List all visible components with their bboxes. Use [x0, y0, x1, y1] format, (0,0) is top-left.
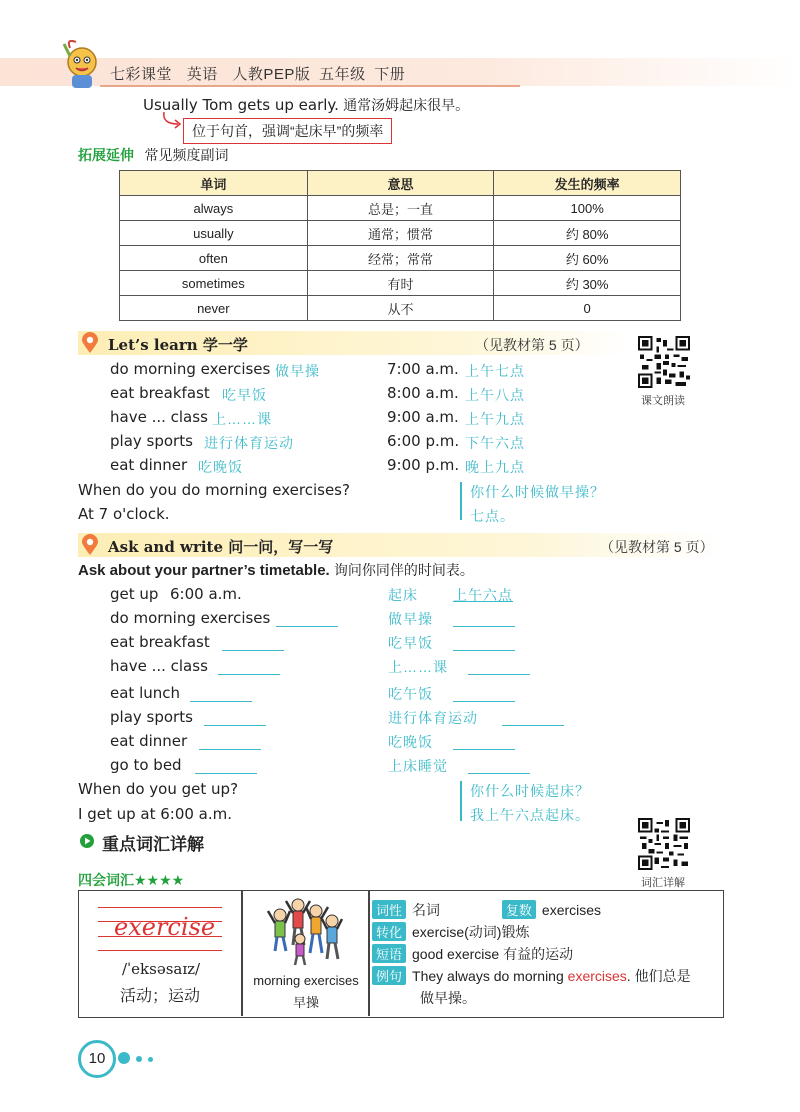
tag-plural: 复数: [502, 900, 536, 919]
table-row: [120, 196, 681, 221]
header-grade: 五年级: [319, 66, 366, 83]
learn-time-cn: 上午七点: [465, 363, 525, 379]
intro-sentence-cn: 通常汤姆起床很早。: [343, 97, 470, 113]
intro-sentence: [143, 95, 469, 115]
table-cell-meaning: 有时: [307, 271, 494, 296]
example-text: . 他们总是: [626, 968, 691, 984]
learn-phrase: have ... class: [110, 408, 208, 426]
learn-phrase-cn: 上……课: [212, 411, 272, 427]
learn-time: 8:00 a.m.: [387, 384, 459, 402]
answer-blank[interactable]: [502, 724, 564, 726]
ask-question-en: When do you get up?: [78, 780, 239, 798]
table-header-row: [120, 171, 681, 196]
pointer-arrow-icon: [158, 110, 186, 134]
vocab-meaning: 活动；运动: [120, 988, 201, 1005]
table-cell-frequency: 0: [494, 296, 681, 321]
learn-phrase: play sports: [110, 432, 193, 450]
learn-time-cn: 上午九点: [465, 411, 525, 427]
table-cell-frequency: 约 30%: [494, 271, 681, 296]
learn-time: 7:00 a.m.: [387, 360, 459, 378]
vocab-phonetic: /ˈeksəsaɪz/: [122, 960, 201, 978]
answer-blank[interactable]: [453, 700, 515, 702]
ask-phrase-cn: 吃晚饭: [388, 734, 433, 750]
example-highlight: exercises: [567, 968, 627, 984]
ask-answer-en: I get up at 6:00 a.m.: [78, 805, 233, 823]
table-cell-meaning: 从不: [307, 296, 494, 321]
illustration-caption-en: morning exercises: [253, 973, 359, 988]
vocab-divider: [241, 891, 243, 1016]
vocab-detail-phrase: [372, 944, 573, 964]
lets-learn-title-en: Let’s learn: [108, 336, 198, 354]
extension-label: 拓展延伸: [78, 147, 134, 163]
answer-blank[interactable]: [453, 748, 515, 750]
ask-phrase-cn: 吃早饭: [388, 635, 433, 651]
tag-conversion: 转化: [372, 922, 406, 941]
extension-heading: [78, 145, 228, 165]
table-header-word: 单词: [120, 171, 308, 196]
answer-blank[interactable]: [468, 772, 530, 774]
learn-time-cn: 晚上九点: [465, 459, 525, 475]
lets-learn-ref: （见教材第 5 页）: [475, 337, 589, 353]
table-cell-word: usually: [120, 221, 308, 246]
answer-blank[interactable]: [204, 724, 266, 726]
example-text: They always do morning: [412, 968, 568, 984]
decor-dot: [148, 1057, 153, 1062]
ask-write-ref: （见教材第 5 页）: [600, 539, 714, 555]
vocab-detail-pos: [372, 900, 601, 920]
learn-time-cn: 下午六点: [465, 435, 525, 451]
example-line2: 做早操。: [420, 990, 476, 1006]
ask-phrase: get up: [110, 585, 159, 603]
detail-text: 名词: [412, 902, 441, 918]
answer-blank[interactable]: [276, 625, 338, 627]
intro-sentence-en: Usually Tom gets up early.: [143, 96, 339, 114]
ask-phrase: eat lunch: [110, 684, 181, 702]
table-cell-word: always: [120, 196, 308, 221]
answer-blank[interactable]: [222, 649, 284, 651]
vocab-divider: [368, 891, 370, 1016]
table-row: [120, 296, 681, 321]
header-edition: 人教PEP版: [232, 66, 311, 83]
instruction-en: Ask about your partner’s timetable.: [78, 562, 330, 579]
writing-line: [98, 950, 222, 951]
ask-write-title-cn: 问一问，写一写: [228, 538, 334, 556]
vocab-detail-conversion: [372, 922, 529, 942]
writing-line: [98, 907, 222, 908]
lets-learn-title: [108, 334, 248, 355]
ask-phrase: do morning exercises: [110, 609, 271, 627]
ask-phrase: play sports: [110, 708, 193, 726]
learn-phrase-cn: 做早操: [275, 363, 320, 379]
header-volume: 下册: [374, 66, 406, 83]
table-cell-word: sometimes: [120, 271, 308, 296]
ask-phrase: have ... class: [110, 657, 208, 675]
location-pin-icon: [81, 534, 99, 556]
learn-phrase-cn: 吃晚饭: [198, 459, 243, 475]
ask-write-title-en: Ask and write: [108, 538, 224, 556]
learn-question-en: When do you do morning exercises?: [78, 481, 350, 499]
morning-exercises-illustration: [266, 893, 344, 967]
qr-code-icon[interactable]: [638, 818, 690, 870]
header-subject: 英语: [186, 66, 218, 83]
tag-part-of-speech: 词性: [372, 900, 406, 919]
table-cell-frequency: 约 60%: [494, 246, 681, 271]
ask-phrase: eat breakfast: [110, 633, 210, 651]
ask-time-cn: 上午六点: [453, 587, 513, 603]
learn-time: 9:00 p.m.: [387, 456, 460, 474]
learn-answer-cn: 七点。: [470, 508, 515, 524]
learn-question-cn: 你什么时候做早操？: [470, 484, 605, 500]
learn-phrase: eat breakfast: [110, 384, 210, 402]
decor-dot: [118, 1052, 130, 1064]
ask-phrase-cn: 做早操: [388, 611, 433, 627]
qr-caption-vocab: 词汇详解: [641, 877, 685, 889]
instruction-cn: 询问你同伴的时间表。: [333, 562, 474, 578]
ask-phrase: go to bed: [110, 756, 182, 774]
page-number: 10: [78, 1040, 116, 1078]
location-pin-icon: [81, 332, 99, 354]
intro-note: 位于句首，强调“起床早”的频率: [183, 118, 392, 144]
illustration-caption-cn: 早操: [292, 995, 319, 1010]
learn-phrase: eat dinner: [110, 456, 188, 474]
ask-phrase-cn: 吃午饭: [388, 686, 433, 702]
table-header-meaning: 意思: [307, 171, 494, 196]
ask-question-cn: 你什么时候起床？: [470, 783, 590, 799]
detail-text: good exercise 有益的运动: [412, 946, 574, 962]
answer-blank[interactable]: [453, 649, 515, 651]
qr-caption-reading: 课文朗读: [641, 395, 685, 407]
table-row: [120, 271, 681, 296]
divider-bar: [460, 482, 462, 520]
mascot-icon: [56, 38, 102, 90]
table-cell-frequency: 约 80%: [494, 221, 681, 246]
answer-blank[interactable]: [468, 673, 530, 675]
ask-write-title: [108, 536, 333, 557]
table-cell-word: never: [120, 296, 308, 321]
answer-blank[interactable]: [218, 673, 280, 675]
ask-phrase-cn: 上床睡觉: [388, 758, 448, 774]
table-cell-frequency: 100%: [494, 196, 681, 221]
learn-time: 6:00 p.m.: [387, 432, 460, 450]
learn-phrase: do morning exercises: [110, 360, 271, 378]
ask-time: 6:00 a.m.: [170, 585, 242, 603]
tag-phrase: 短语: [372, 944, 406, 963]
header-underline: [100, 85, 520, 87]
play-circle-icon: [80, 834, 94, 848]
vocab-level: 四会词汇★★★★: [78, 872, 185, 888]
table-cell-meaning: 总是；一直: [307, 196, 494, 221]
table-header-frequency: 发生的频率: [494, 171, 681, 196]
learn-time-cn: 上午八点: [465, 387, 525, 403]
ask-phrase-cn: 进行体育运动: [388, 710, 478, 726]
header-title: [110, 63, 415, 84]
ask-phrase-cn: 起床: [388, 587, 418, 603]
learn-time: 9:00 a.m.: [387, 408, 459, 426]
detail-text: exercise(动词)锻炼: [412, 924, 530, 940]
table-cell-meaning: 经常；常常: [307, 246, 494, 271]
header-series: 七彩课堂: [110, 66, 173, 83]
extension-title: 常见频度副词: [144, 147, 229, 163]
answer-blank[interactable]: [195, 772, 257, 774]
lets-learn-title-cn: 学一学: [202, 336, 248, 354]
ask-phrase: eat dinner: [110, 732, 188, 750]
vocab-detail-example: [372, 966, 691, 986]
table-row: [120, 221, 681, 246]
table-row: [120, 246, 681, 271]
ask-phrase-cn: 上……课: [388, 659, 448, 675]
ask-write-instruction: [78, 560, 474, 580]
learn-answer-en: At 7 o'clock.: [78, 505, 170, 523]
vocab-section-title: 重点词汇详解: [102, 835, 204, 854]
answer-blank[interactable]: [190, 700, 252, 702]
detail-text: exercises: [541, 902, 602, 918]
frequency-table: [119, 170, 681, 321]
vocab-word: exercise: [114, 913, 216, 941]
table-cell-meaning: 通常；惯常: [307, 221, 494, 246]
answer-blank[interactable]: [199, 748, 261, 750]
learn-phrase-cn: 进行体育运动: [204, 435, 294, 451]
ask-answer-cn: 我上午六点起床。: [470, 807, 590, 823]
divider-bar: [460, 781, 462, 821]
decor-dot: [136, 1056, 142, 1062]
learn-phrase-cn: 吃早饭: [222, 387, 267, 403]
table-cell-word: often: [120, 246, 308, 271]
qr-code-icon[interactable]: [638, 336, 690, 388]
tag-example: 例句: [372, 966, 406, 985]
answer-blank[interactable]: [453, 625, 515, 627]
